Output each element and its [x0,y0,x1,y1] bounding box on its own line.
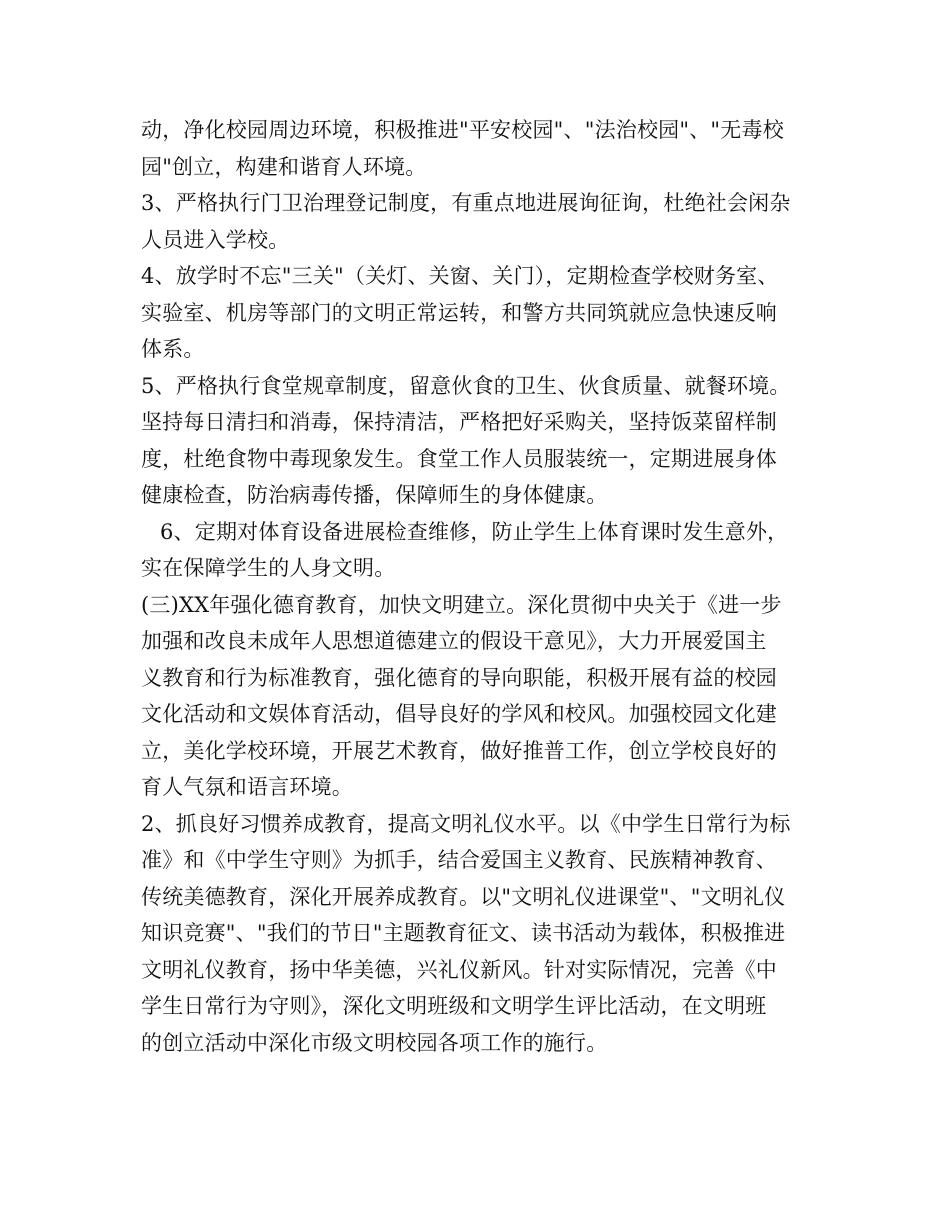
text-line: 园"创立，构建和谐育人环境。 [141,154,427,179]
text-line: 度，杜绝食物中毒现象发生。食堂工作人员服装统一，定期进展身体 [141,446,777,471]
text-line: 加强和改良未成年人思想道德建立的假设干意见》，大力开展爱国主 [141,629,767,653]
text-line: 3、严格执行门卫治理登记制度，有重点地进展询征询，杜绝社会闲杂 [141,191,791,215]
text-line: 准》和《中学生守则》为抓手，结合爱国主义教育、民族精神教育、 [141,848,777,872]
text-line: 义教育和行为标准教育，强化德育的导向职能，积极开展有益的校园 [141,665,777,690]
text-line: 实在保障学生的人身文明。 [141,556,396,580]
text-line: 文明礼仪教育，扬中华美德，兴礼仪新风。针对实际情况，完善《中 [141,957,777,982]
text-line: 6、定期对体育设备进展检查维修，防止学生上体育课时发生意外， [160,519,789,544]
text-line: 传统美德教育，深化开展养成教育。以"文明礼仪进课堂"、"文明礼仪 [141,884,786,909]
text-line: 5、严格执行食堂规章制度，留意伙食的卫生、伙食质量、就餐环境。 [141,373,791,398]
text-line: 动，净化校园周边环境，积极推进"平安校园"、"法治校园"、"无毒校 [141,118,784,142]
text-line: 人员进入学校。 [141,227,290,252]
text-line: 知识竞赛"、"我们的节日"主题教育征文、读书活动为载体，积极推进 [141,921,786,945]
text-line: 健康检查，防治病毒传播，保障师生的身体健康。 [141,483,608,507]
text-line: 的创立活动中深化市级文明校园各项工作的施行。 [141,1030,608,1055]
text-line: 2、抓良好习惯养成教育，提高文明礼仪水平。以《中学生日常行为标 [141,811,791,836]
document-body [141,112,815,1061]
text-line: (三)XX年强化德育教育，加快文明建立。深化贯彻中央关于《进一步 [141,592,782,617]
text-line: 4、放学时不忘"三关"（关灯、关窗、关门），定期检查学校财务室、 [141,264,779,288]
text-line: 学生日常行为守则》，深化文明班级和文明学生评比活动，在文明班 [141,994,767,1018]
text-line: 实验室、机房等部门的文明正常运转，和警方共同筑就应急快速反响 [141,300,777,325]
text-line: 文化活动和文娱体育活动，倡导良好的学风和校风。加强校园文化建 [141,702,777,726]
text-line: 立，美化学校环境，开展艺术教育，做好推普工作，创立学校良好的 [141,738,777,763]
text-line: 体系。 [141,337,205,361]
text-line: 坚持每日清扫和消毒，保持清洁，严格把好采购关，坚持饭菜留样制 [141,410,777,434]
text-line: 育人气氛和语言环境。 [141,775,353,799]
